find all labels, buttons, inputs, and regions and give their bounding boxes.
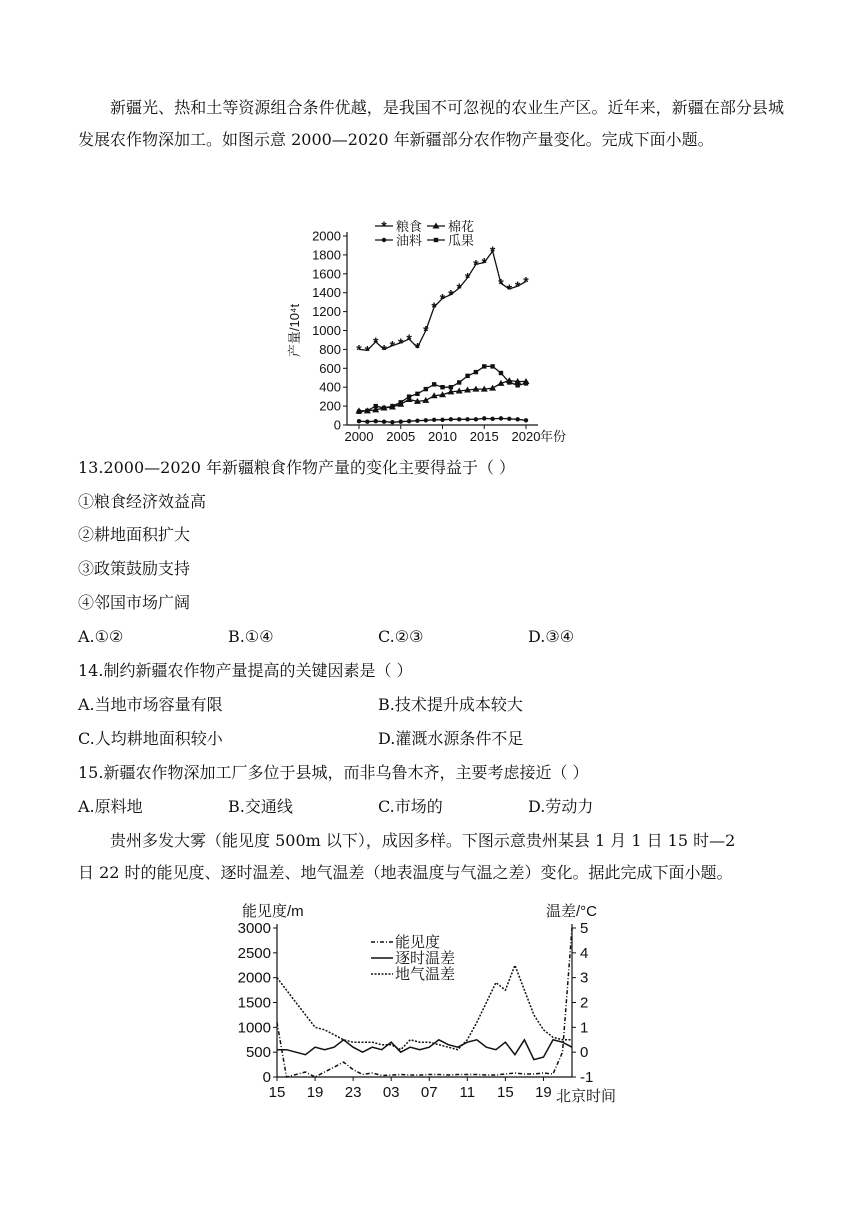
x-tick-label: 23: [344, 1084, 362, 1101]
y-tick-label: 800: [319, 341, 341, 357]
legend-label-瓜果: 瓜果: [448, 233, 475, 248]
series-油料-point: [465, 417, 469, 421]
series-瓜果-point: [440, 385, 444, 389]
q13-item-1: ①粮食经济效益高: [78, 492, 207, 511]
series-油料-point: [365, 419, 369, 423]
series-粮食-point: *: [473, 256, 479, 273]
right-y-tick-label: -1: [580, 1069, 594, 1086]
left-y-tick-label: 3000: [237, 920, 271, 937]
series-油料-point: [374, 419, 378, 423]
legend-marker: [434, 238, 438, 242]
series-粮食-point: *: [414, 339, 421, 356]
legend-label-棉花: 棉花: [448, 219, 475, 234]
series-粮食-point: *: [372, 333, 379, 350]
series-瓜果-point: [499, 371, 503, 375]
series-粮食-point: *: [464, 269, 471, 286]
series-瓜果-point: [490, 364, 494, 368]
x-tick-label: 19: [306, 1084, 324, 1101]
y-tick-label: 200: [319, 398, 341, 414]
series-粮食-point: *: [523, 273, 529, 290]
series-瓜果-point: [449, 385, 453, 389]
q15-option-a[interactable]: A.原料地: [78, 797, 143, 816]
series-油料-point: [415, 419, 419, 423]
series-瓜果-point: [399, 400, 403, 404]
x-tick-label: 2020: [511, 429, 541, 444]
x-tick-label: 2005: [386, 429, 416, 444]
series-瓜果-point: [432, 382, 436, 386]
series-粮食-point: *: [364, 342, 371, 359]
series-棉花-point: [489, 385, 496, 391]
series-粮食-point: *: [356, 341, 362, 358]
series-油料-point: [407, 419, 411, 423]
series-油料-point: [515, 417, 519, 421]
right-y-tick-label: 1: [580, 1019, 589, 1037]
y-tick-label: 1600: [312, 266, 341, 282]
legend-label-能见度: 能见度: [395, 934, 441, 951]
left-y-tick-label: 1500: [237, 994, 271, 1012]
left-y-tick-label: 2000: [237, 969, 271, 987]
series-棉花-point: [422, 397, 429, 403]
series-瓜果-point: [515, 383, 519, 387]
series-粮食-point: *: [489, 243, 496, 260]
right-y-tick-label: 3: [580, 969, 589, 987]
series-油料-point: [432, 418, 436, 422]
right-y-tick-label: 5: [580, 920, 589, 937]
series-油料-point: [524, 418, 528, 422]
q13-option-a[interactable]: A.①②: [78, 627, 124, 646]
x-tick-label: 2000: [344, 429, 374, 444]
series-粮食-point: *: [381, 341, 387, 358]
x-tick-label: 07: [420, 1084, 438, 1101]
series-粮食-point: *: [498, 275, 504, 292]
x-tick-label: 11: [459, 1084, 476, 1101]
right-y-tick-label: 2: [580, 994, 589, 1012]
passage-guizhou-line-1: 贵州多发大雾（能见度 500m 以下），成因多样。下图示意贵州某县 1 月 1 日 15 时—2: [110, 831, 736, 850]
series-油料-point: [440, 418, 444, 422]
series-油料-point: [424, 418, 428, 422]
series-油料-point: [457, 417, 461, 421]
series-油料-point: [507, 417, 511, 421]
crop-output-chart: [280, 214, 580, 446]
question-13-stem: 13.2000—2020 年新疆粮食作物产量的变化主要得益于（ ）: [78, 458, 516, 477]
series-粮食-point: *: [406, 331, 412, 348]
q13-item-3: ③政策鼓励支持: [78, 559, 191, 578]
series-粮食-point: *: [439, 290, 446, 307]
series-粮食-point: *: [423, 322, 429, 339]
y-tick-label: 0: [333, 417, 341, 433]
q13-option-c[interactable]: C.②③: [378, 627, 424, 646]
legend-marker: *: [381, 218, 387, 234]
q15-option-b[interactable]: B.交通线: [228, 797, 293, 816]
y-axis-title: 产量/10⁴t: [287, 303, 302, 358]
y-tick-label: 2000: [312, 228, 341, 244]
q14-option-c[interactable]: C.人均耕地面积较小: [78, 729, 223, 748]
series-瓜果-point: [390, 404, 394, 408]
left-y-tick-label: 1000: [237, 1019, 271, 1037]
series-油料-point: [499, 416, 503, 420]
series-瓜果-point: [374, 404, 378, 408]
left-y-tick-label: 0: [262, 1069, 271, 1086]
series-瓜果-point: [465, 374, 469, 378]
series-粮食-point: *: [481, 254, 487, 271]
series-粮食-point: *: [514, 278, 521, 295]
series-瓜果-point: [507, 380, 511, 384]
passage-xinjiang: 新疆光、热和土等资源组合条件优越，是我国不可忽视的农业生产区。近年来，新疆在部分县城发展农作物深加工。如图示意 2000—2020 年新疆部分农作物产量变化。完成下面小题。: [78, 98, 784, 149]
q13-option-d[interactable]: D.③④: [528, 627, 575, 646]
legend-marker: [382, 238, 386, 242]
x-tick-label: 15: [268, 1084, 286, 1101]
q14-option-d[interactable]: D.灌溉水源条件不足: [378, 729, 524, 748]
series-瓜果-point: [457, 380, 461, 384]
x-tick-label: 2010: [428, 429, 457, 444]
left-y-tick-label: 2500: [237, 944, 271, 962]
q13-item-4: ④邻国市场广阔: [78, 593, 191, 612]
series-瓜果-point: [482, 364, 486, 368]
x-tick-label: 03: [382, 1084, 400, 1101]
series-油料-point: [474, 417, 478, 421]
right-y-axis-title: 温差/°C: [546, 903, 597, 920]
legend-label-粮食: 粮食: [396, 219, 423, 234]
x-tick-label: 15: [497, 1084, 514, 1101]
x-axis-title: 年份: [540, 429, 567, 444]
q14-option-b[interactable]: B.技术提升成本较大: [378, 695, 523, 714]
x-tick-label: 19: [535, 1084, 552, 1101]
q14-option-a[interactable]: A.当地市场容量有限: [78, 695, 223, 714]
y-tick-label: 400: [319, 379, 341, 395]
right-y-tick-label: 4: [580, 944, 589, 962]
y-tick-label: 1400: [312, 285, 341, 301]
series-瓜果-point: [474, 370, 478, 374]
legend-label-逐时温差: 逐时温差: [395, 950, 456, 967]
series-油料-point: [357, 419, 361, 423]
q13-item-2: ②耕地面积扩大: [78, 525, 191, 544]
series-粮食-point: *: [398, 334, 404, 351]
series-瓜果-point: [424, 387, 428, 391]
series-瓜果-point: [415, 392, 419, 396]
left-y-tick-label: 500: [245, 1044, 271, 1062]
series-油料-point: [449, 417, 453, 421]
series-逐时温差-line: [277, 1040, 572, 1060]
question-15-stem: 15.新疆农作物深加工厂多位于县城，而非乌鲁木齐，主要考虑接近（ ）: [78, 763, 589, 782]
series-油料-point: [490, 417, 494, 421]
series-油料-point: [390, 420, 394, 424]
series-瓜果-point: [357, 410, 361, 414]
series-粮食-point: *: [456, 279, 462, 296]
legend-label-地气温差: 地气温差: [395, 966, 456, 983]
legend-label-油料: 油料: [396, 233, 423, 248]
series-瓜果-point: [365, 409, 369, 413]
series-瓜果-point: [407, 394, 411, 398]
y-tick-label: 1000: [312, 323, 341, 338]
series-油料-point: [482, 416, 486, 420]
series-瓜果-point: [524, 381, 528, 385]
series-粮食-point: *: [506, 280, 513, 297]
x-tick-label: 2015: [469, 429, 499, 444]
q13-option-b[interactable]: B.①④: [228, 627, 274, 646]
y-tick-label: 1200: [312, 304, 341, 320]
series-粮食-point: *: [448, 286, 454, 303]
series-油料-point: [399, 419, 403, 423]
series-粮食-point: *: [389, 337, 396, 354]
series-粮食-point: *: [431, 298, 437, 315]
series-瓜果-point: [382, 406, 386, 410]
q15-option-c[interactable]: C.市场的: [378, 797, 443, 816]
x-axis-title: 北京时间: [556, 1088, 617, 1105]
passage-guizhou-line-2: 日 22 时的能见度、逐时温差、地气温差（地表温度与气温之差）变化。据此完成下面小题。: [78, 863, 733, 882]
right-y-tick-label: 0: [580, 1044, 589, 1062]
left-y-axis-title: 能见度/m: [242, 903, 304, 920]
y-tick-label: 600: [319, 360, 341, 376]
question-14-stem: 14.制约新疆农作物产量提高的关键因素是（ ）: [78, 661, 413, 680]
fog-visibility-chart: [232, 898, 632, 1110]
y-tick-label: 1800: [312, 247, 341, 263]
series-油料-point: [382, 419, 386, 423]
q15-option-d[interactable]: D.劳动力: [528, 797, 594, 816]
